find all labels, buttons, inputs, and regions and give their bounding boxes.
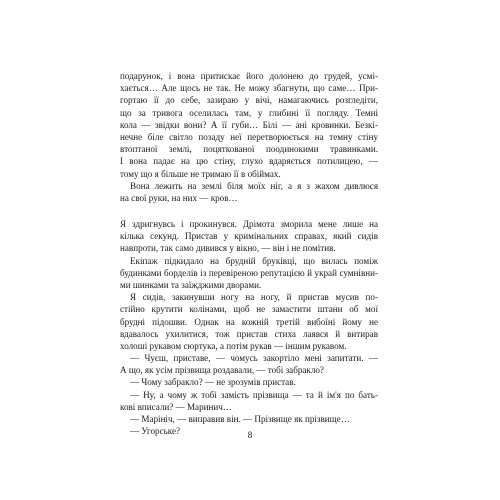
text-line: хається… Але щось не так. Не можу збагнути, що саме… При- [120, 83, 378, 94]
text-line: Я сидів, закинувши ногу на ногу, й пристав мусив по- [130, 292, 378, 303]
text-line: Екіпаж підкидало на бруднiй бруківці, що вилась поміж [130, 255, 378, 266]
text-line: — Чуєш, приставе, — чомусь закортіло мені запитати. — [130, 353, 378, 364]
text-line: — Чому забракло? — не зрозумів пристав. [130, 377, 296, 388]
text-line: Я здригнувсь і прокинувся. Дрімота зморила мене лише на [120, 219, 378, 229]
text-line: брудні підошви. Однак на кожній третій вибоїні йому не [120, 316, 378, 327]
text-line: гортаю її до себе, зазираю у вічі, намагаючись розгледіти, [120, 95, 378, 106]
text-line: — Марініч, — виправив він. — Прізвище як прізвище… [130, 414, 350, 424]
text-line: кілька секунд. Пристав у кримінальних справах, який сидів [120, 231, 378, 242]
text-line: вдавалось ухилитися, тож пристав стиха лаявся й витирав [120, 328, 378, 339]
text-section-carriage [120, 218, 378, 437]
text-line: будинками борделів із перевіреною репутацією й украй сумнівни- [120, 267, 378, 278]
text-line: втоптаної землі, поцяткованої поодинокими травинками. [120, 144, 378, 155]
text-line: стійно крутити колінами, щоб не замастити штани об мої [120, 304, 378, 315]
text-line: на свої руки, на них — кров… [120, 192, 238, 203]
text-line: кові вписали? — Маринич… [120, 401, 232, 412]
text-section-dream [120, 70, 378, 204]
text-line: навпроти, так само дивився у вікно, — він і не помітив. [120, 243, 336, 254]
text-line: холоші рукавом сюртука, а потім рукав — іншим рукавом. [120, 340, 347, 351]
text-line: — Ну, а чому ж тобі замість прізвища — та й ім'я по бать- [130, 389, 378, 400]
text-line: ми шинками та заїжджими дворами. [120, 279, 262, 290]
text-line: кола — звідки вони? А її губи… Білі — ані кровинки. Безкі- [120, 119, 378, 130]
text-line: А що, як усім прізвища роздавали, — тобі забракло? [120, 365, 324, 376]
text-line: подарунок, і вона притискає його долонею до грудей, усмі- [120, 71, 378, 81]
page-number: 8 [247, 430, 253, 440]
text-line: що за тривога оселилась там, у глибині її погляду. Темні [120, 107, 378, 118]
text-line: І вона падає на цю стіну, глухо вдаряється потилицею, — [120, 156, 378, 167]
text-line: Вона лежить на землі біля моїх ніг, а я з жахом дивлюся [130, 180, 378, 191]
text-line: нечне біле світло позаду неї перетворюється на темну стіну [120, 131, 378, 142]
text-line: — Угорське? [130, 426, 181, 437]
text-line: тому що я більше не тримаю її в обіймах. [120, 168, 281, 179]
